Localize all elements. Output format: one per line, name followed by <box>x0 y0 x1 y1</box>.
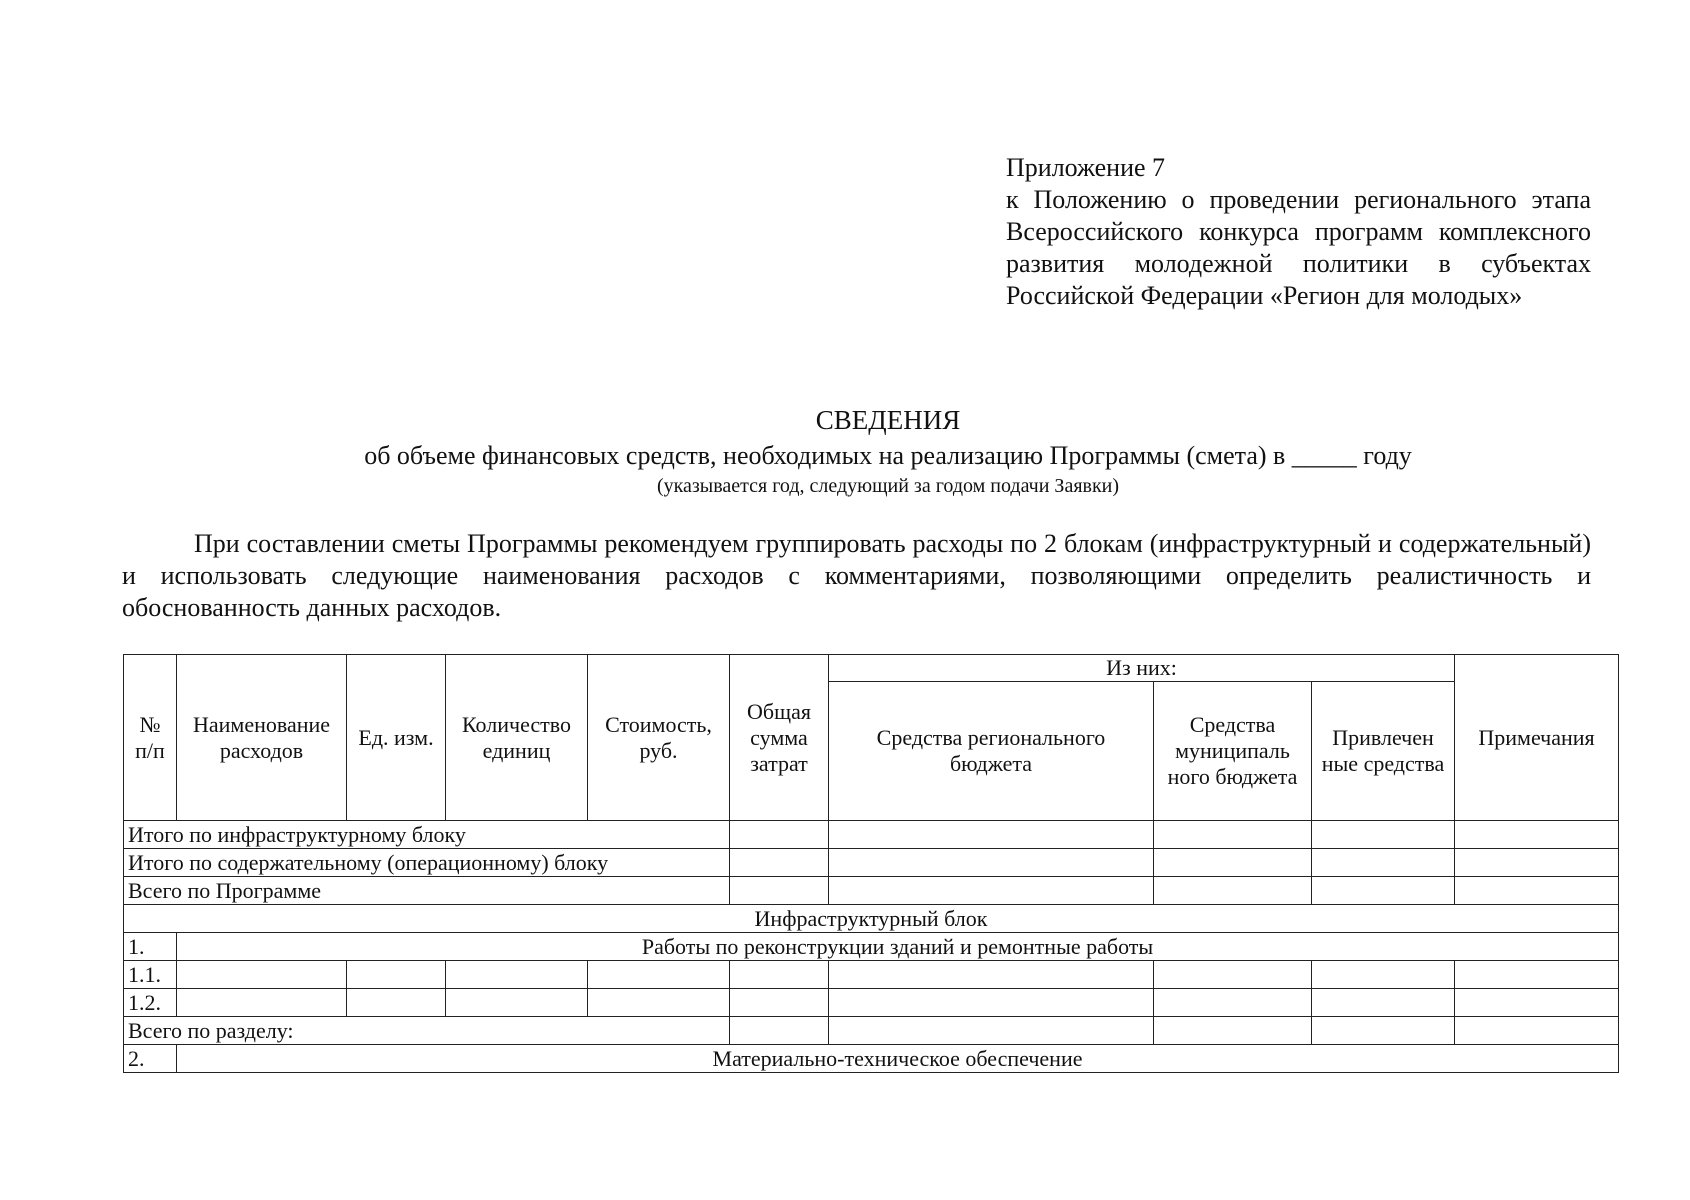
table-cell <box>446 961 588 989</box>
table-cell <box>1455 989 1619 1017</box>
table-cell <box>1312 821 1455 849</box>
table-cell <box>1312 877 1455 905</box>
header-unit: Ед. изм. <box>347 655 446 821</box>
table-cell <box>1154 1017 1312 1045</box>
table-cell <box>829 821 1154 849</box>
table-row <box>124 1017 1619 1045</box>
table-cell <box>730 989 829 1017</box>
table-cell <box>730 1017 829 1045</box>
table-cell <box>1455 877 1619 905</box>
header-qty: Количество единиц <box>446 655 588 821</box>
document-subtitle: об объеме финансовых средств, необходимых на реализацию Программы (смета) в _____ году <box>364 441 1412 470</box>
section-number: 1. <box>124 933 177 961</box>
annex-text: к Положению о проведении регионального этапа Всероссийского конкурса программ комплексного развития молодежной политики в субъектах Российской Федерации «Регион для молодых» <box>1006 185 1591 310</box>
table-cell <box>588 989 730 1017</box>
item-number: 1.1. <box>124 961 177 989</box>
block-title: Инфраструктурный блок <box>124 905 1619 933</box>
table-cell <box>1154 961 1312 989</box>
summary-label: Итого по содержательному (операционному) блоку <box>124 849 730 877</box>
document-title: СВЕДЕНИЯ <box>815 405 961 435</box>
table-cell <box>1312 989 1455 1017</box>
summary-label: Всего по Программе <box>124 877 730 905</box>
header-notes: Примечания <box>1455 655 1619 821</box>
summary-label: Итого по инфраструктурному блоку <box>124 821 730 849</box>
table-row <box>124 933 1619 961</box>
header-cost: Стоимость, руб. <box>588 655 730 821</box>
table-cell <box>829 1017 1154 1045</box>
table-cell <box>829 849 1154 877</box>
table-cell <box>1154 821 1312 849</box>
table-cell <box>177 989 347 1017</box>
header-name: Наименование расходов <box>177 655 347 821</box>
table-cell <box>730 821 829 849</box>
budget-table <box>123 654 1619 1073</box>
annex-block <box>1006 152 1591 312</box>
table-cell <box>588 961 730 989</box>
header-total: Общая сумма затрат <box>730 655 829 821</box>
annex-number: Приложение 7 <box>1006 153 1166 182</box>
section-title: Работы по реконструкции зданий и ремонтные работы <box>177 933 1619 961</box>
table-row <box>124 849 1619 877</box>
table-row <box>124 821 1619 849</box>
table-row <box>124 877 1619 905</box>
table-cell <box>177 961 347 989</box>
table-cell <box>1312 1017 1455 1045</box>
table-header-row <box>124 655 1619 682</box>
header-of-which: Из них: <box>829 655 1455 682</box>
table-cell <box>1312 961 1455 989</box>
table-cell <box>1154 877 1312 905</box>
table-row <box>124 1045 1619 1073</box>
table-cell <box>347 961 446 989</box>
table-cell <box>446 989 588 1017</box>
table-cell <box>1154 989 1312 1017</box>
table-row <box>124 905 1619 933</box>
table-cell <box>1455 849 1619 877</box>
section-number: 2. <box>124 1045 177 1073</box>
table-row <box>124 961 1619 989</box>
subtitle-note: (указывается год, следующий за годом подачи Заявки) <box>656 475 1120 497</box>
header-municipal: Средства муниципаль ного бюджета <box>1154 682 1312 821</box>
table-cell <box>829 961 1154 989</box>
table-cell <box>347 989 446 1017</box>
table-cell <box>730 849 829 877</box>
table-cell <box>1455 961 1619 989</box>
table-cell <box>829 877 1154 905</box>
instruction-paragraph: При составлении сметы Программы рекомендуем группировать расходы по 2 блокам (инфраструктурный и содержательный) и использовать следующие наименования расходов с комментариями, позволяющими определить реалистичность и обоснованность данных расходов. <box>122 529 1591 622</box>
table-cell <box>1312 849 1455 877</box>
table-cell <box>730 877 829 905</box>
header-regional: Средства регионального бюджета <box>829 682 1154 821</box>
table-cell <box>1455 821 1619 849</box>
item-number: 1.2. <box>124 989 177 1017</box>
header-attracted: Привлечен ные средства <box>1312 682 1455 821</box>
table-cell <box>730 961 829 989</box>
section-total-label: Всего по разделу: <box>124 1017 730 1045</box>
table-row <box>124 989 1619 1017</box>
table-cell <box>1154 849 1312 877</box>
section-title: Материально-техническое обеспечение <box>177 1045 1619 1073</box>
table-cell <box>1455 1017 1619 1045</box>
table-cell <box>829 989 1154 1017</box>
header-num: № п/п <box>124 655 177 821</box>
